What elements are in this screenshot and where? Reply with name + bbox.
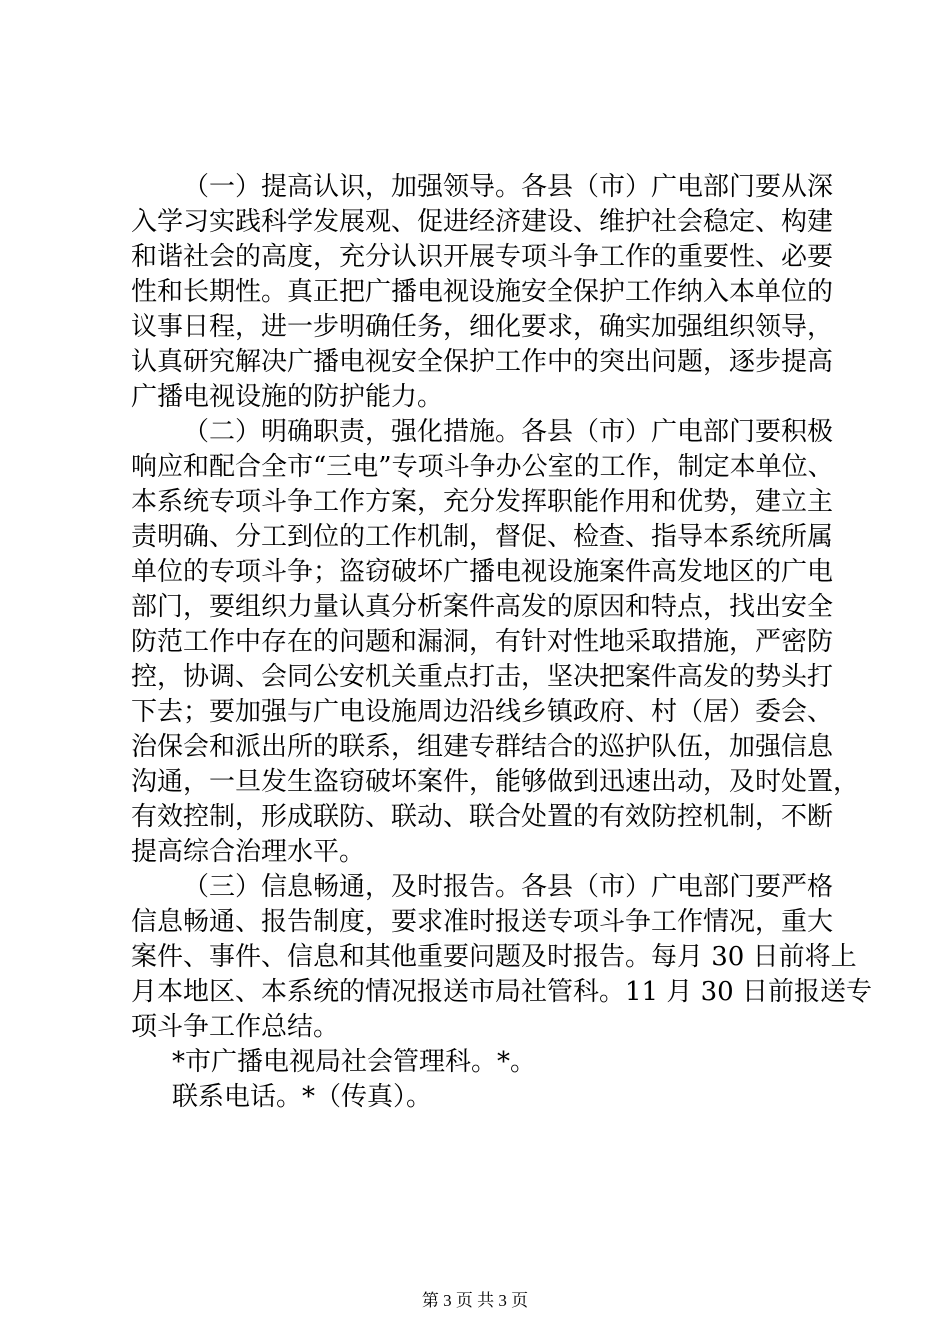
paragraph-line: （二）明确职责，强化措施。各县（市）广电部门要积极: [183, 417, 834, 447]
paragraph-line: 信息畅通、报告制度，要求准时报送专项斗争工作情况，重大: [131, 907, 834, 937]
paragraph-line: 认真研究解决广播电视安全保护工作中的突出问题，逐步提高: [131, 347, 834, 377]
paragraph-line: 下去；要加强与广电设施周边沿线乡镇政府、村（居）委会、: [131, 697, 834, 727]
paragraph-line: 入学习实践科学发展观、促进经济建设、维护社会稳定、构建: [131, 207, 834, 237]
paragraph-line: 提高综合治理水平。: [131, 837, 366, 867]
contact-office: *市广播电视局社会管理科。*。: [172, 1047, 537, 1077]
paragraph-line: 部门，要组织力量认真分析案件高发的原因和特点，找出安全: [131, 592, 834, 622]
paragraph-line: 本系统专项斗争工作方案，充分发挥职能作用和优势，建立主: [131, 487, 834, 517]
paragraph-line: 控，协调、会同公安机关重点打击，坚决把案件高发的势头打: [131, 662, 834, 692]
paragraph-line: 响应和配合全市“三电”专项斗争办公室的工作，制定本单位、: [131, 452, 834, 482]
paragraph-line: 性和长期性。真正把广播电视设施安全保护工作纳入本单位的: [131, 277, 834, 307]
paragraph-line: 议事日程，进一步明确任务，细化要求，确实加强组织领导，: [131, 312, 834, 342]
paragraph-line: 月本地区、本系统的情况报送市局社管科。11 月 30 日前报送专: [131, 977, 872, 1007]
paragraph-line: 和谐社会的高度，充分认识开展专项斗争工作的重要性、必要: [131, 242, 834, 272]
paragraph-line: 有效控制，形成联防、联动、联合处置的有效防控机制，不断: [131, 802, 834, 832]
paragraph-line: 治保会和派出所的联系，组建专群结合的巡护队伍，加强信息: [131, 732, 834, 762]
paragraph-line: 项斗争工作总结。: [131, 1012, 340, 1042]
paragraph-line: 案件、事件、信息和其他重要问题及时报告。每月 30 日前将上: [131, 942, 857, 972]
paragraph-line: 沟通，一旦发生盗窃破坏案件，能够做到迅速出动，及时处置，: [131, 767, 860, 797]
paragraph-line: （三）信息畅通，及时报告。各县（市）广电部门要严格: [183, 872, 834, 902]
paragraph-line: （一）提高认识，加强领导。各县（市）广电部门要从深: [183, 172, 834, 202]
page-number-footer: 第 3 页 共 3 页: [421, 1291, 529, 1310]
paragraph-line: 防范工作中存在的问题和漏洞，有针对性地采取措施，严密防: [131, 627, 834, 657]
contact-phone: 联系电话。*（传真）。: [172, 1082, 433, 1112]
paragraph-line: 广播电视设施的防护能力。: [131, 382, 444, 412]
paragraph-line: 单位的专项斗争；盗窃破坏广播电视设施案件高发地区的广电: [131, 557, 834, 587]
paragraph-line: 责明确、分工到位的工作机制，督促、检查、指导本系统所属: [131, 522, 834, 552]
